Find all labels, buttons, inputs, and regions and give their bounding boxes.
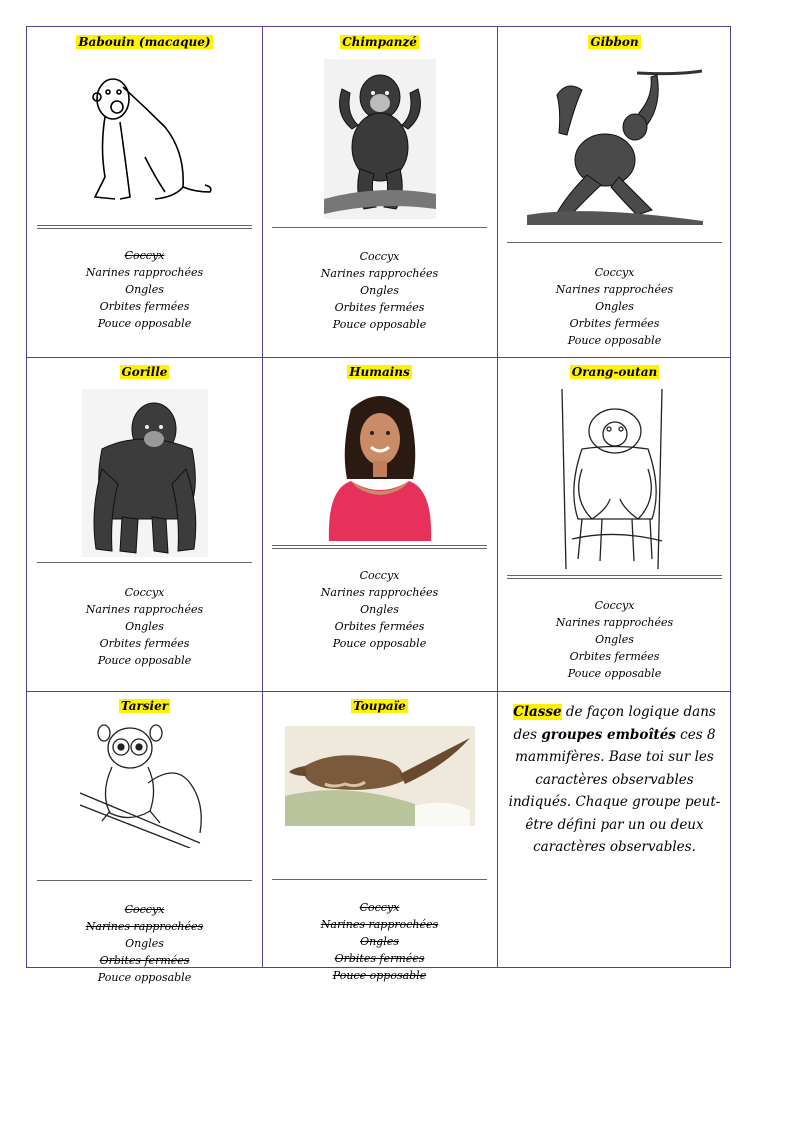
trait-narines: Narines rapprochées xyxy=(85,603,204,616)
trait-pouce: Pouce opposable xyxy=(332,637,427,650)
card-orang-outan xyxy=(497,357,732,691)
trait-coccyx: Coccyx xyxy=(124,249,165,262)
card-babouin xyxy=(27,27,262,357)
card-title: Gibbon xyxy=(590,35,639,49)
trait-ongles: Ongles xyxy=(125,283,164,296)
trait-narines: Narines rapprochées xyxy=(555,283,674,296)
traits-list xyxy=(27,901,262,986)
card-title: Humains xyxy=(349,365,410,379)
tarsier-image xyxy=(80,723,210,848)
trait-orbites: Orbites fermées xyxy=(99,954,190,967)
trait-pouce: Pouce opposable xyxy=(332,969,427,982)
separator xyxy=(507,242,722,243)
traits-list xyxy=(262,899,497,984)
instructions-cell xyxy=(497,691,732,967)
instruction-emphasis: groupes emboîtés xyxy=(541,726,676,743)
trait-narines: Narines rapprochées xyxy=(85,266,204,279)
card-chimpanze xyxy=(262,27,497,357)
chimpanzee-image xyxy=(324,59,436,219)
trait-coccyx: Coccyx xyxy=(124,903,165,916)
trait-ongles: Ongles xyxy=(125,620,164,633)
trait-narines: Narines rapprochées xyxy=(320,918,439,931)
trait-ongles: Ongles xyxy=(360,935,399,948)
trait-pouce: Pouce opposable xyxy=(97,971,192,984)
trait-orbites: Orbites fermées xyxy=(334,952,425,965)
human-image xyxy=(321,389,439,541)
traits-list xyxy=(497,264,732,349)
trait-orbites: Orbites fermées xyxy=(569,317,660,330)
trait-narines: Narines rapprochées xyxy=(320,586,439,599)
separator xyxy=(272,545,487,549)
separator xyxy=(37,225,252,229)
trait-pouce: Pouce opposable xyxy=(332,318,427,331)
traits-list xyxy=(27,584,262,669)
separator xyxy=(272,879,487,880)
trait-pouce: Pouce opposable xyxy=(97,654,192,667)
trait-coccyx: Coccyx xyxy=(359,250,400,263)
instruction-verb: Classe xyxy=(513,704,562,720)
card-tarsier xyxy=(27,691,262,984)
trait-orbites: Orbites fermées xyxy=(99,300,190,313)
traits-list xyxy=(27,247,262,332)
gorilla-image xyxy=(82,389,208,557)
traits-list xyxy=(262,567,497,652)
card-toupaie xyxy=(262,691,497,982)
orangutan-image xyxy=(552,389,678,569)
card-gorille xyxy=(27,357,262,691)
traits-list xyxy=(497,597,732,682)
trait-coccyx: Coccyx xyxy=(594,599,635,612)
card-gibbon xyxy=(497,27,732,357)
separator xyxy=(37,562,252,563)
trait-narines: Narines rapprochées xyxy=(320,267,439,280)
trait-coccyx: Coccyx xyxy=(359,569,400,582)
trait-orbites: Orbites fermées xyxy=(334,301,425,314)
card-title: Tarsier xyxy=(120,699,169,713)
trait-orbites: Orbites fermées xyxy=(334,620,425,633)
trait-orbites: Orbites fermées xyxy=(99,637,190,650)
instructions-text: Classe de façon logique dans des groupes emboîtés ces 8 mammifères. Base toi sur les caractères observables indiqués. Chaque groupe peut-être défini par un ou deux caractères observables. xyxy=(508,704,721,855)
trait-ongles: Ongles xyxy=(360,284,399,297)
gibbon-image xyxy=(527,65,703,225)
trait-ongles: Ongles xyxy=(595,633,634,646)
trait-orbites: Orbites fermées xyxy=(569,650,660,663)
separator xyxy=(272,227,487,228)
trait-coccyx: Coccyx xyxy=(594,266,635,279)
trait-ongles: Ongles xyxy=(360,603,399,616)
separator xyxy=(37,880,252,881)
cards-grid xyxy=(26,26,731,984)
trait-pouce: Pouce opposable xyxy=(567,334,662,347)
trait-narines: Narines rapprochées xyxy=(555,616,674,629)
trait-pouce: Pouce opposable xyxy=(97,317,192,330)
treeshrew-image xyxy=(285,726,475,826)
trait-coccyx: Coccyx xyxy=(359,901,400,914)
trait-ongles: Ongles xyxy=(595,300,634,313)
trait-coccyx: Coccyx xyxy=(124,586,165,599)
card-humains xyxy=(262,357,497,691)
trait-ongles: Ongles xyxy=(125,937,164,950)
trait-pouce: Pouce opposable xyxy=(567,667,662,680)
traits-list xyxy=(262,248,497,333)
card-title: Orang-outan xyxy=(571,365,658,379)
card-title: Chimpanzé xyxy=(342,35,417,49)
baboon-image xyxy=(75,67,215,207)
separator xyxy=(507,575,722,579)
card-title: Babouin (macaque) xyxy=(78,35,211,49)
card-title: Gorille xyxy=(121,365,168,379)
trait-narines: Narines rapprochées xyxy=(85,920,204,933)
card-title: Toupaïe xyxy=(353,699,406,713)
